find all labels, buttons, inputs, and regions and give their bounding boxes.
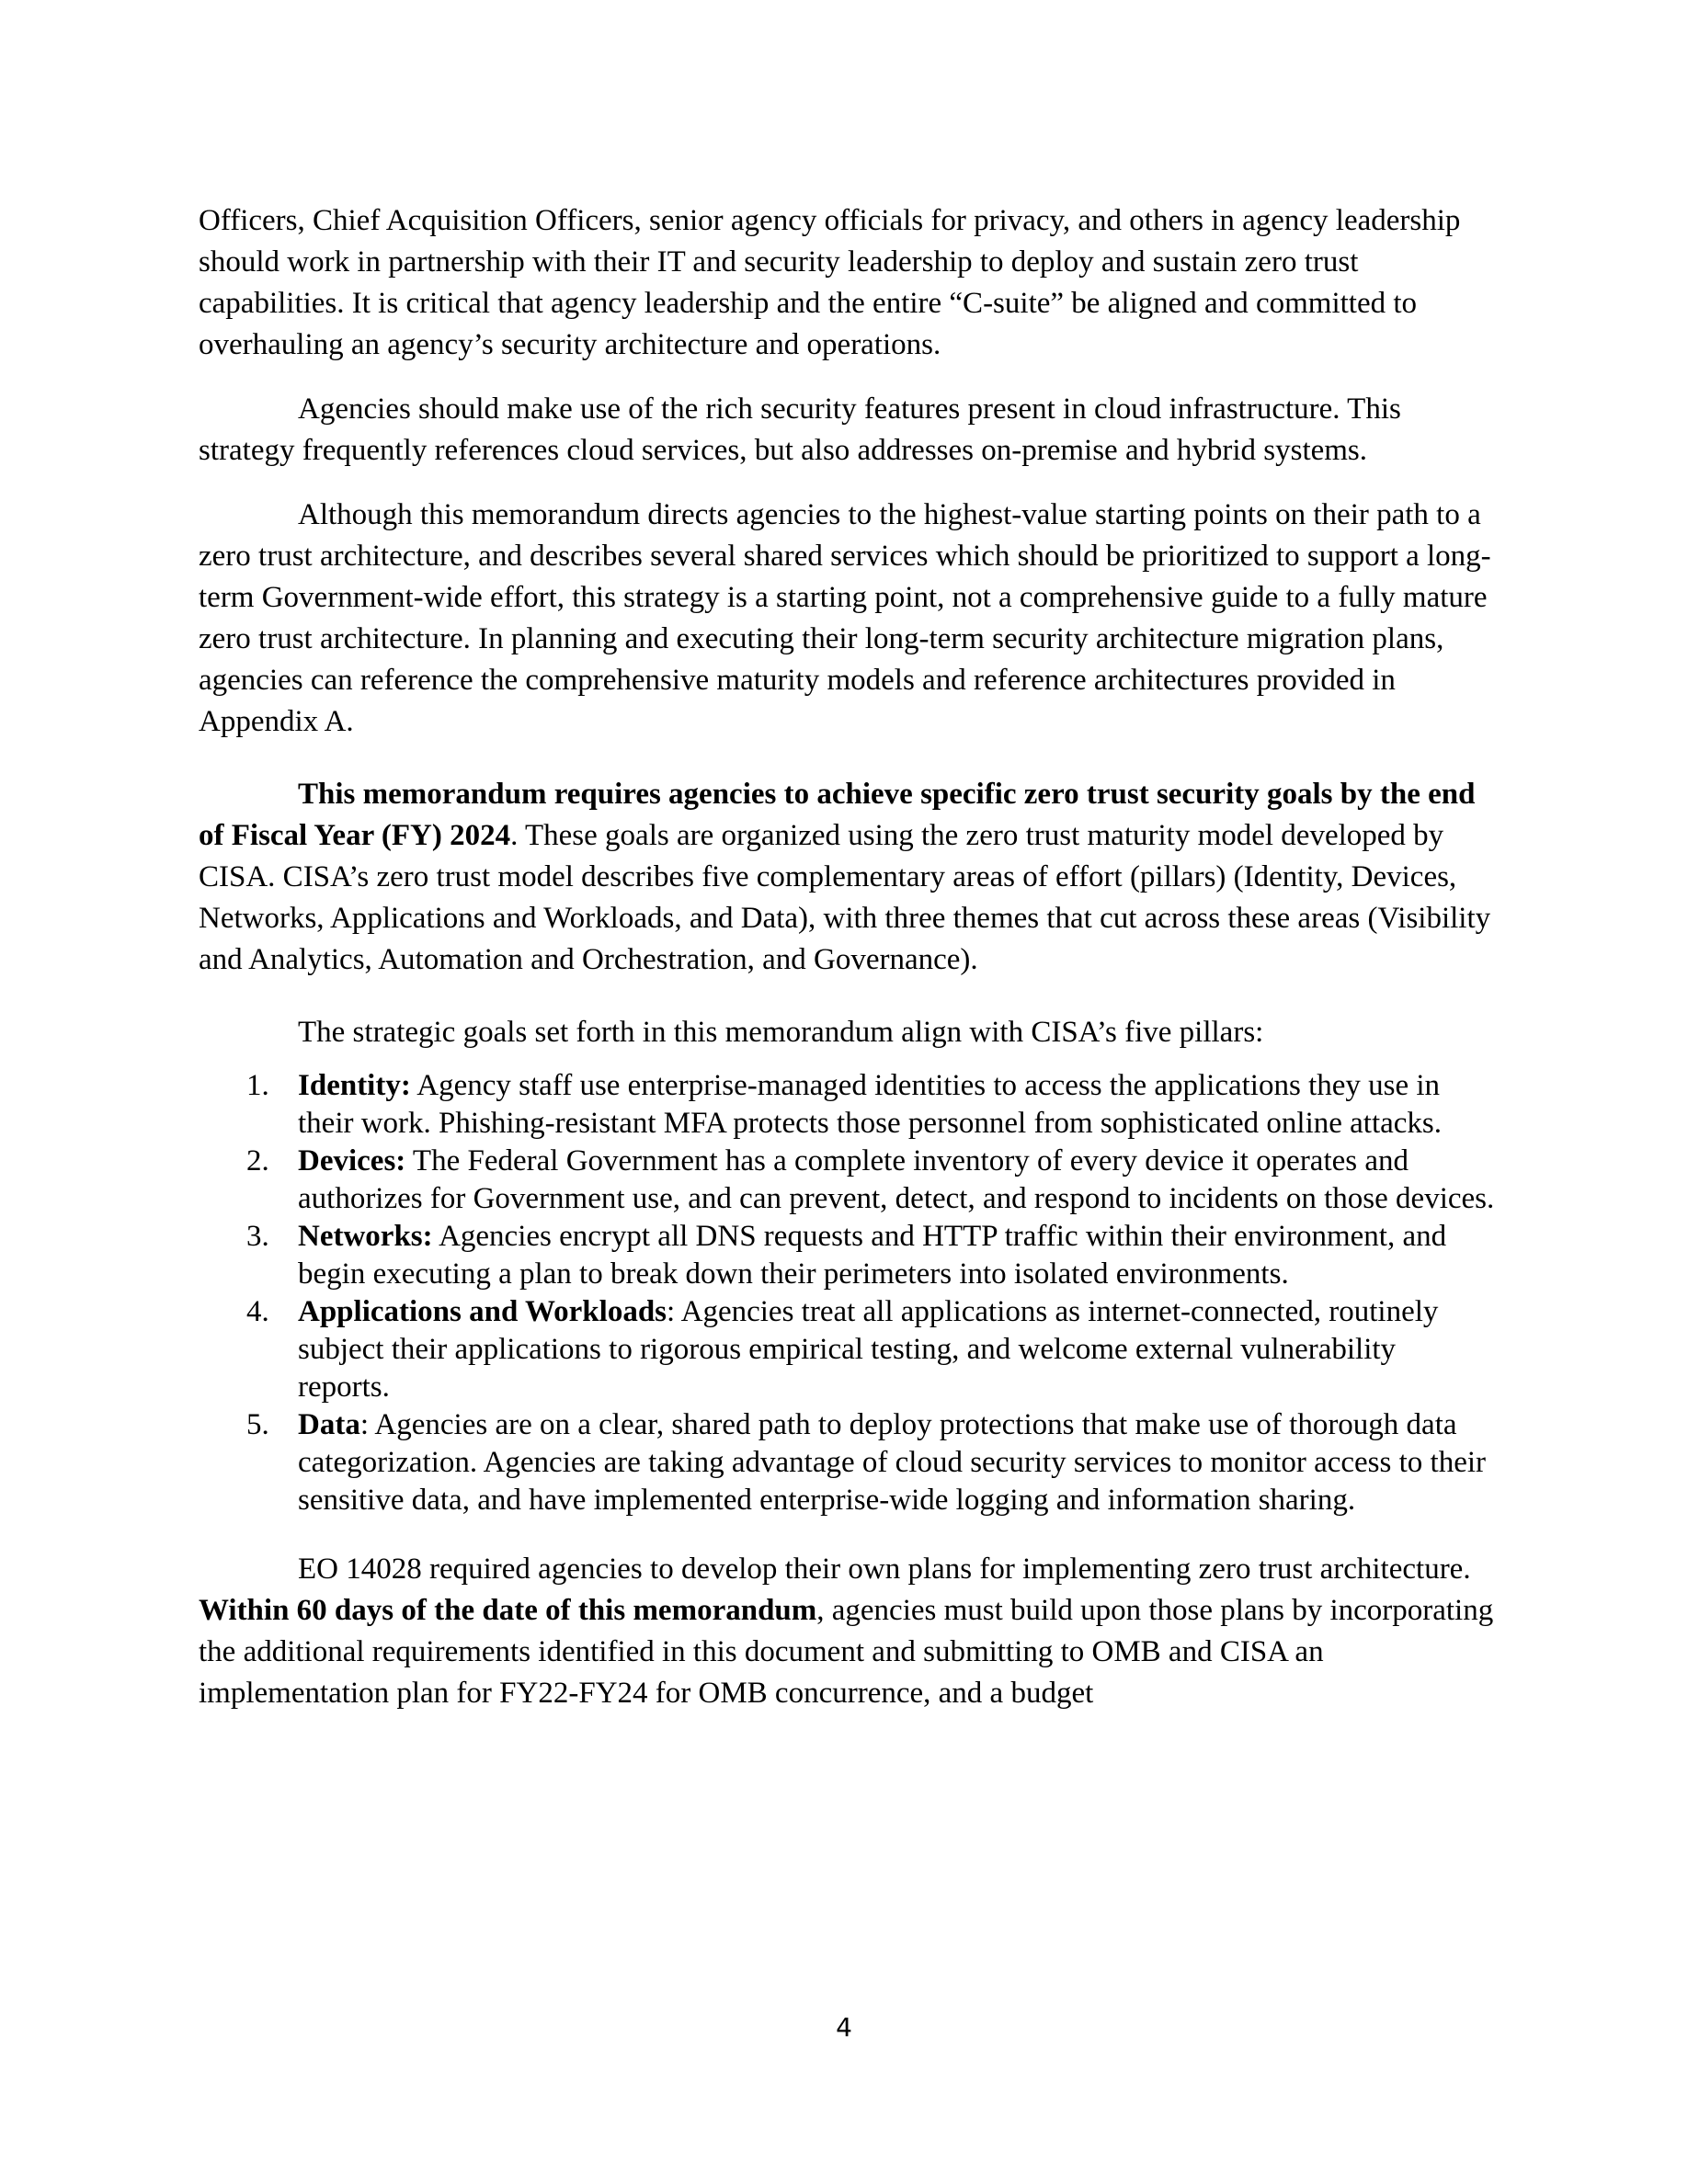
paragraph-implementation-plan [199,1549,1495,1714]
list-number: 3. [246,1220,269,1253]
list-number: 2. [246,1144,269,1177]
pillar-description: Agency staff use enterprise-managed identities to access the applications they use in their work. Phishing-resistant MFA protects those personnel from sophisticated online attacks. [298,1069,1443,1140]
pillar-term: Data [298,1408,360,1441]
pillar-description: : Agencies treat all applications as internet-connected, routinely subject their applications to rigorous empirical testing, and welcome external vulnerability reports. [298,1295,1439,1404]
sixty-day-deadline-bold: Within 60 days of the date of this memorandum [199,1594,817,1627]
paragraph-leadership: Officers, Chief Acquisition Officers, senior agency officials for privacy, and others in agency leadership should work in partnership with their IT and security leadership to deploy and sustain zero trust capabilities. It is critical that agency leadership and the entire “C-suite” be aligned and committed to overhauling an agency’s security architecture and operations. [199,204,1461,361]
pillar-item-data [199,1406,1495,1519]
pillar-term: Applications and Workloads [298,1295,667,1328]
pillar-term: Identity: [298,1069,411,1102]
pillar-item-networks [199,1218,1495,1293]
pillars-list [199,1067,1495,1519]
pillar-item-identity [199,1067,1495,1143]
list-number: 1. [246,1069,269,1102]
list-number: 4. [246,1295,269,1328]
fy2024-goals-text: . These goals are organized using the zero trust maturity model developed by CISA. CISA’s zero trust model describes five complementary areas of effort (pillars) (Identity, Devices, Networks, Applications and Workloads, and Data), with three themes that cut across these areas (Visibility and Analytics, Automation and Orchestration, and Governance). [199,819,1491,976]
pillar-term: Networks: [298,1220,433,1253]
pillar-term: Devices: [298,1144,406,1177]
page-number: 4 [836,2012,852,2042]
implementation-text-before: EO 14028 required agencies to develop their own plans for implementing zero trust architecture. [298,1553,1471,1586]
paragraph-starting-point: Although this memorandum directs agencies to the highest-value starting points on their path to a zero trust architecture, and describes several shared services which should be prioritized to support a long-term Government-wide effort, this strategy is a starting point, not a comprehensive guide to a fully mature zero trust architecture. In planning and executing their long-term security architecture migration plans, agencies can reference the comprehensive maturity models and reference architectures provided in Appendix A. [199,498,1491,738]
implementation-text-after: , agencies must build upon those plans by incorporating the additional requirements identified in this document and submitting to OMB and CISA an implementation plan for FY22-FY24 for OMB concurrence, and a budget [199,1594,1494,1710]
list-number: 5. [246,1408,269,1441]
pillar-description: : Agencies are on a clear, shared path to deploy protections that make use of thorough data categorization. Agencies are taking advantage of cloud security services to monitor access to their sensitive data, and have implemented enterprise-wide logging and information sharing. [298,1408,1487,1517]
pillar-description: Agencies encrypt all DNS requests and HTTP traffic within their environment, and begin executing a plan to break down their perimeters into isolated environments. [298,1220,1447,1291]
paragraph-cloud-infrastructure: Agencies should make use of the rich security features present in cloud infrastructure. This strategy frequently references cloud services, but also addresses on-premise and hybrid systems. [199,392,1401,467]
pillar-description: The Federal Government has a complete inventory of every device it operates and authorizes for Government use, and can prevent, detect, and respond to incidents on those devices. [298,1144,1495,1215]
paragraph-fy2024-goals [199,774,1495,981]
fy2024-requirement-bold: This memorandum requires agencies to achieve specific zero trust security goals by the end of Fiscal Year (FY) 2024 [199,778,1476,852]
pillar-item-devices [199,1143,1495,1218]
pillar-item-applications [199,1293,1495,1406]
document-body [199,200,1495,1714]
paragraph-pillars-intro: The strategic goals set forth in this memorandum align with CISA’s five pillars: [298,1016,1264,1049]
